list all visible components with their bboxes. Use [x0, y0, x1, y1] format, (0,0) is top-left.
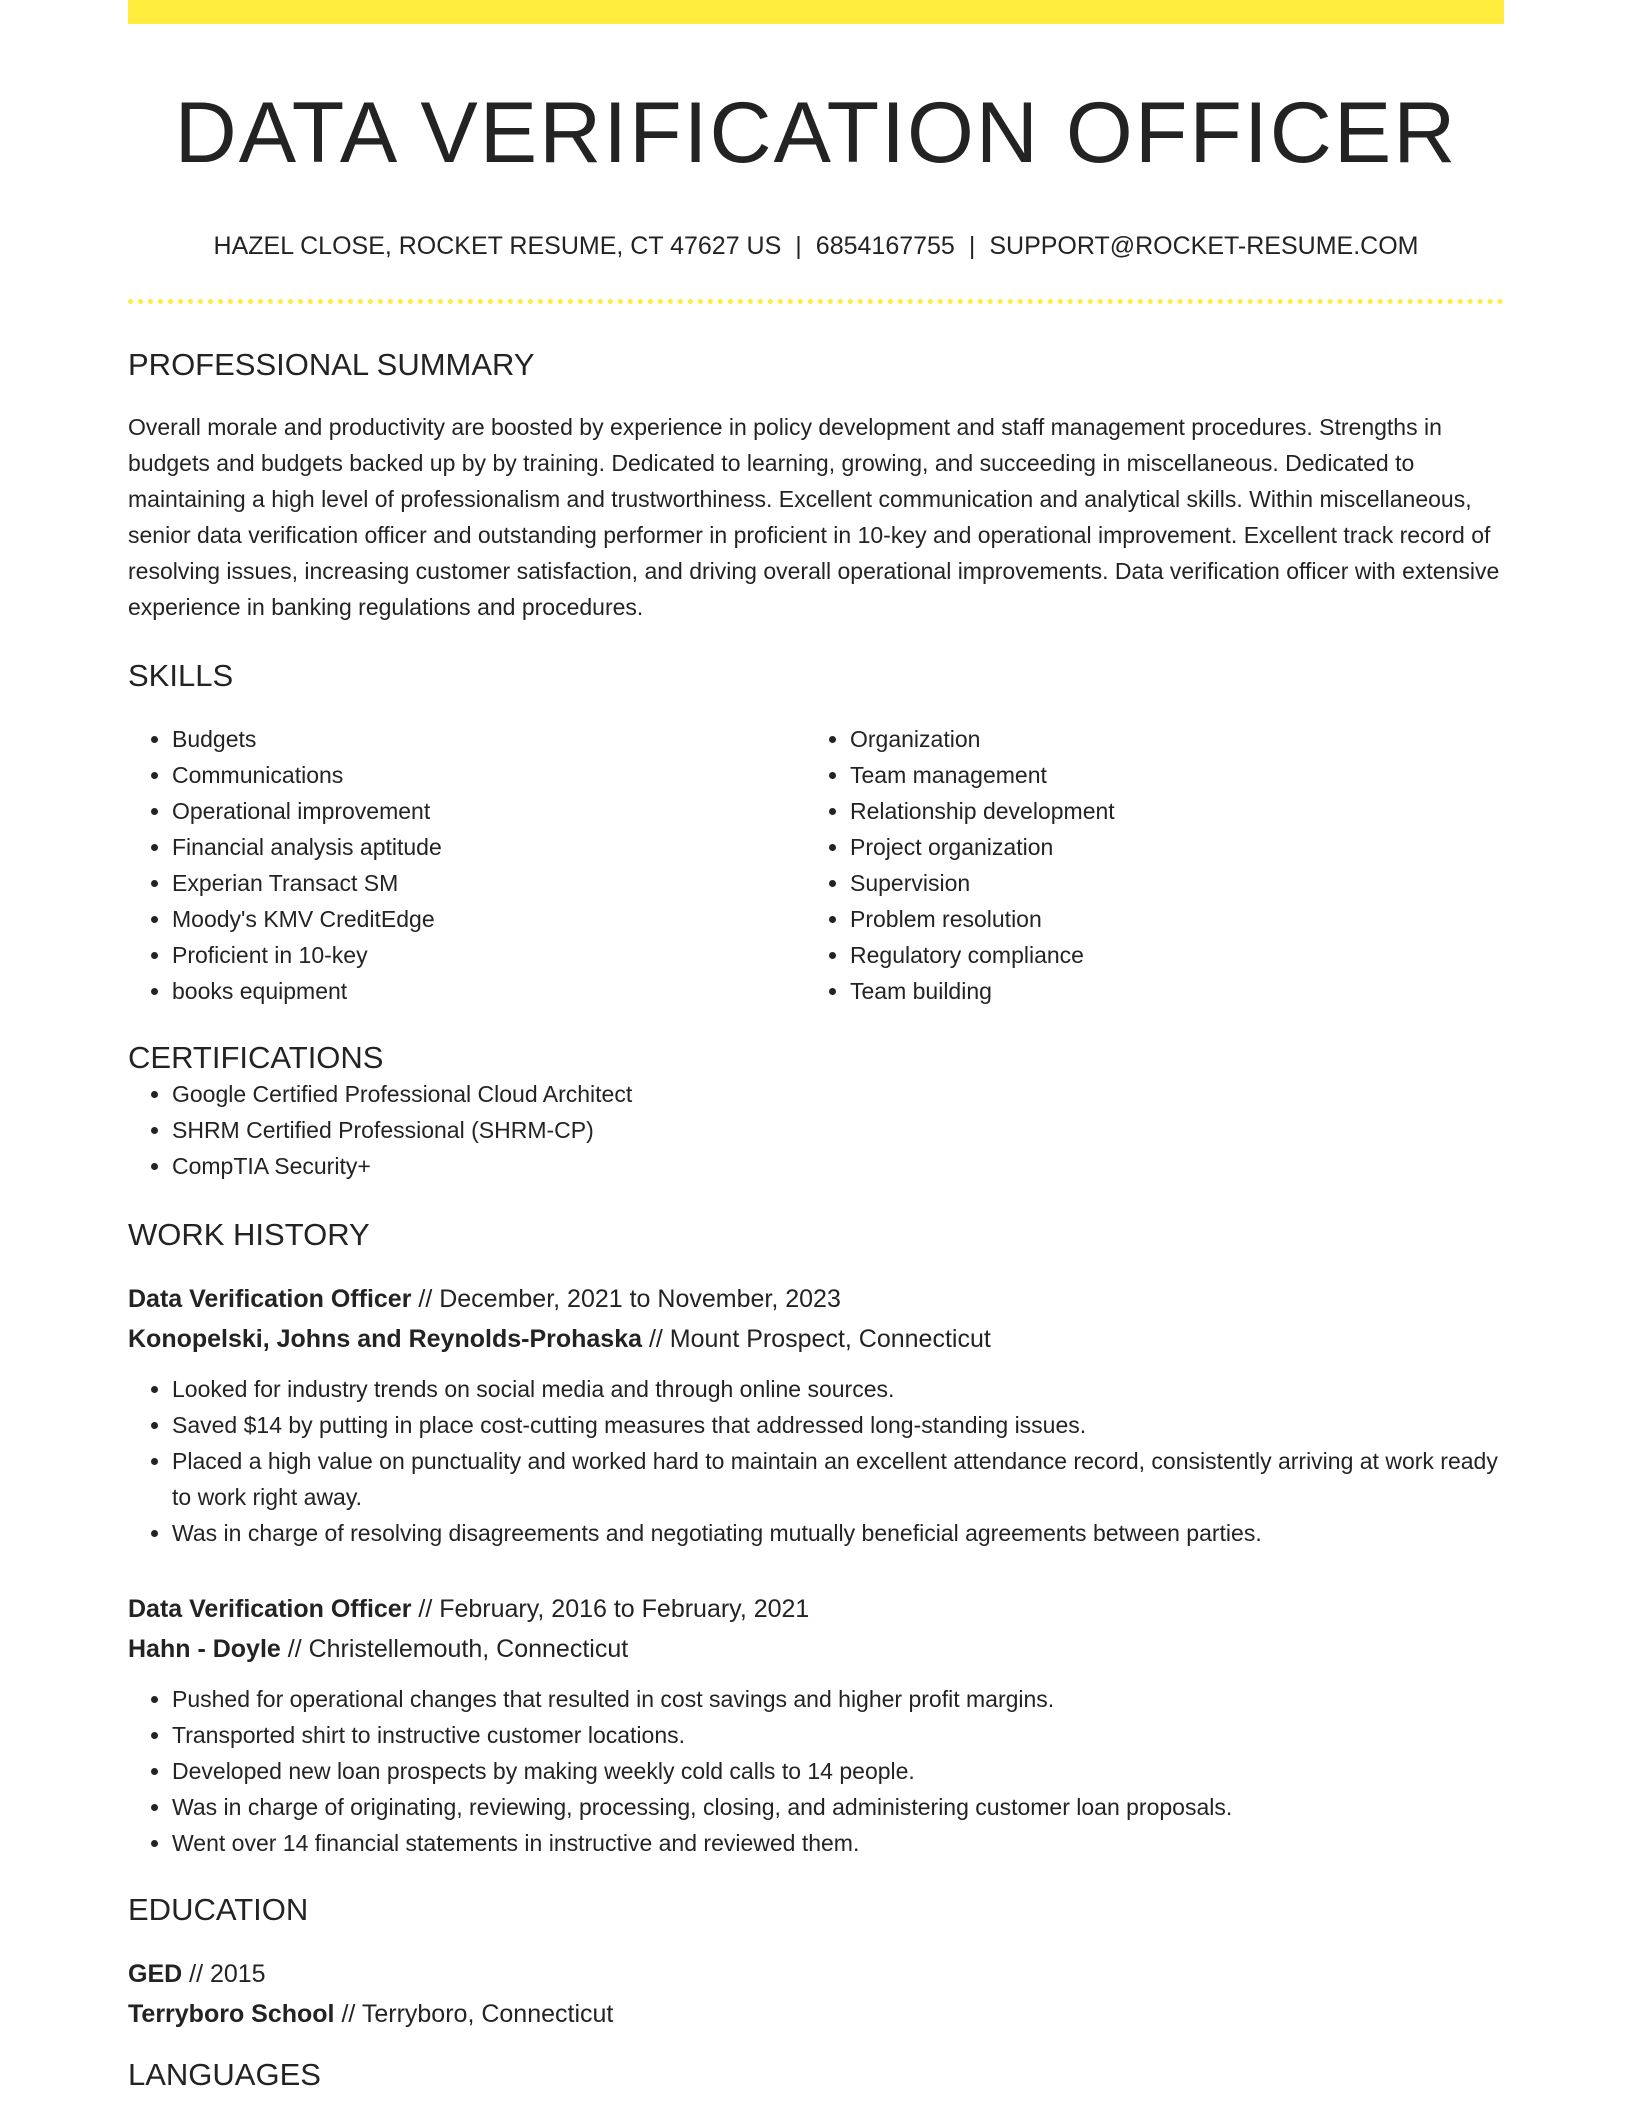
job-dates: // February, 2016 to February, 2021	[411, 1594, 810, 1623]
skills-list-left	[128, 721, 806, 1009]
job-company: Konopelski, Johns and Reynolds-Prohaska	[128, 1324, 643, 1353]
skill-item: • books equipment	[172, 973, 806, 1009]
job-entry	[128, 1589, 1504, 1861]
skill-item: • Budgets	[172, 721, 806, 757]
job-bullet: • Saved $14 by putting in place cost-cutting measures that addressed long-standing issues.	[172, 1407, 1504, 1443]
job-company-line	[128, 1319, 1504, 1359]
skills-heading: SKILLS	[128, 658, 234, 694]
job-entry	[128, 1279, 1504, 1551]
education-entry	[128, 1954, 1504, 2034]
job-bullets	[128, 1371, 1504, 1551]
job-bullet: • Was in charge of originating, reviewing, processing, closing, and administering customer loan proposals.	[172, 1789, 1504, 1825]
job-bullet: • Looked for industry trends on social media and through online sources.	[172, 1371, 1504, 1407]
skill-item: • Team building	[850, 973, 1484, 1009]
education-degree: GED	[128, 1960, 183, 1989]
contact-email: SUPPORT@ROCKET-RESUME.COM	[989, 232, 1419, 261]
skill-item: • Communications	[172, 757, 806, 793]
work-history-heading: WORK HISTORY	[128, 1216, 370, 1252]
education-year: // 2015	[182, 1960, 266, 1989]
skill-item: • Proficient in 10-key	[172, 937, 806, 973]
contact-line	[128, 231, 1504, 261]
job-bullet: • Developed new loan prospects by making weekly cold calls to 14 people.	[172, 1753, 1504, 1789]
job-bullet: • Went over 14 financial statements in instructive and reviewed them.	[172, 1825, 1504, 1861]
skill-item: • Organization	[850, 721, 1484, 757]
contact-address: HAZEL CLOSE, ROCKET RESUME, CT 47627 US	[213, 232, 782, 261]
job-location: // Christellemouth, Connecticut	[280, 1634, 629, 1663]
resume-page	[128, 0, 1504, 2093]
skill-item: • Problem resolution	[850, 901, 1484, 937]
skill-item: • Relationship development	[850, 793, 1484, 829]
job-location: // Mount Prospect, Connecticut	[642, 1324, 991, 1353]
resume-title: DATA VERIFICATION OFFICER	[174, 85, 1458, 181]
job-bullet: • Pushed for operational changes that resulted in cost savings and higher profit margins.	[172, 1681, 1504, 1717]
certifications-list	[128, 1076, 1504, 1184]
contact-separator: |	[795, 232, 802, 261]
skill-item: • Operational improvement	[172, 793, 806, 829]
certifications-heading: CERTIFICATIONS	[128, 1039, 384, 1075]
certification-item: • SHRM Certified Professional (SHRM-CP)	[172, 1112, 1504, 1148]
skills-columns	[128, 721, 1504, 1009]
skill-item: • Project organization	[850, 829, 1484, 865]
job-role-line	[128, 1589, 1504, 1629]
skill-item: • Team management	[850, 757, 1484, 793]
top-accent-bar	[128, 0, 1504, 24]
job-bullet: • Placed a high value on punctuality and worked hard to maintain an excellent attendance record, consistently arriving at work ready to work right away.	[172, 1443, 1504, 1515]
skills-list-right	[806, 721, 1484, 1009]
job-role: Data Verification Officer	[128, 1594, 412, 1623]
education-school-line	[128, 1994, 1504, 2034]
job-company: Hahn - Doyle	[128, 1634, 281, 1663]
skill-item: • Regulatory compliance	[850, 937, 1484, 973]
job-role: Data Verification Officer	[128, 1284, 412, 1313]
contact-phone: 6854167755	[815, 232, 955, 261]
skill-item: • Moody's KMV CreditEdge	[172, 901, 806, 937]
education-location: // Terryboro, Connecticut	[334, 2000, 614, 2029]
education-heading: EDUCATION	[128, 1891, 309, 1927]
dotted-divider	[128, 299, 1504, 304]
job-role-line	[128, 1279, 1504, 1319]
job-company-line	[128, 1629, 1504, 1669]
education-degree-line	[128, 1954, 1504, 1994]
education-school: Terryboro School	[128, 2000, 335, 2029]
summary-heading: PROFESSIONAL SUMMARY	[128, 347, 535, 383]
certification-item: • CompTIA Security+	[172, 1148, 1504, 1184]
skill-item: • Experian Transact SM	[172, 865, 806, 901]
job-bullet: • Was in charge of resolving disagreements and negotiating mutually beneficial agreements between parties.	[172, 1515, 1504, 1551]
skill-item: • Supervision	[850, 865, 1484, 901]
job-dates: // December, 2021 to November, 2023	[411, 1284, 841, 1313]
certification-item: • Google Certified Professional Cloud Architect	[172, 1076, 1504, 1112]
languages-heading: LANGUAGES	[128, 2057, 321, 2093]
job-bullets	[128, 1681, 1504, 1861]
summary-text: Overall morale and productivity are boosted by experience in policy development and staff management procedures. Strengths in budgets and budgets backed up by by training. Dedicated to learning, growing, and succeeding in miscellaneous. Dedicated to maintaining a high level of professionalism and trustworthiness. Excellent communication and analytical skills. Within miscellaneous, senior data verification officer and outstanding performer in proficient in 10-key and operational improvement. Excellent track record of resolving issues, increasing customer satisfaction, and driving overall operational improvements. Data verification officer with extensive experience in banking regulations and procedures.	[128, 414, 1500, 621]
job-bullet: • Transported shirt to instructive customer locations.	[172, 1717, 1504, 1753]
skill-item: • Financial analysis aptitude	[172, 829, 806, 865]
contact-separator: |	[968, 232, 976, 261]
